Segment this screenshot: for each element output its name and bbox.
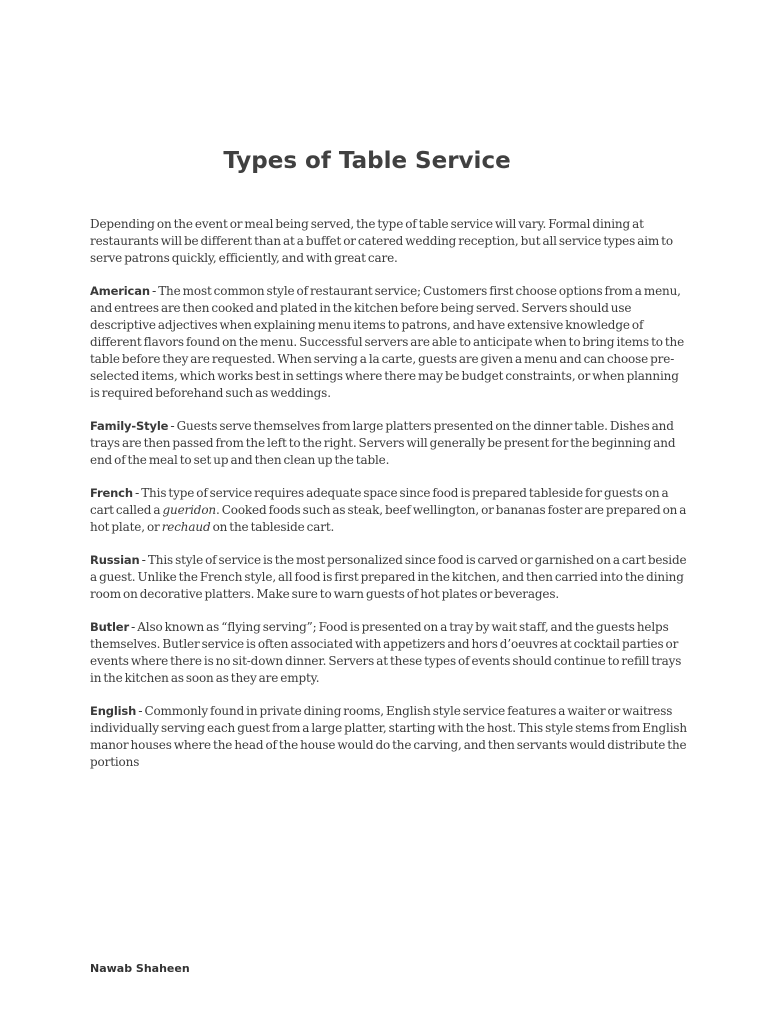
section-text-french-part-3: on the tableside cart. <box>210 520 335 534</box>
section-term-english: English <box>90 704 137 718</box>
section-term-butler: Butler <box>90 620 129 634</box>
document-body <box>90 216 690 787</box>
section-french <box>90 485 690 536</box>
separator: - <box>128 620 138 634</box>
section-text-french-part-2: . Cooked foods such as steak, beef wellington, or bananas foster are prepared on a hot plate, or <box>90 503 687 534</box>
section-term-russian: Russian <box>90 553 140 567</box>
section-text-french-part-1: This type of service requires adequate space since food is prepared tableside for guests on a cart called a <box>90 486 669 517</box>
section-text-english: Commonly found in private dining rooms, English style service features a waiter or waitress individually serving each guest from a large platter, starting with the host. This style stems from English manor houses where the head of the house would do the carving, and then servants would distribute the portions <box>90 704 687 769</box>
author-name: Nawab Shaheen <box>90 962 190 975</box>
section-term-family-style: Family-Style <box>90 419 169 433</box>
separator: - <box>132 486 142 500</box>
separator: - <box>149 284 159 298</box>
section-butler <box>90 619 690 687</box>
document-title: Types of Table Service <box>223 148 511 174</box>
italic-term-gueridon: gueridon <box>162 503 216 517</box>
section-english <box>90 703 690 771</box>
separator: - <box>139 553 148 567</box>
section-text-butler: Also known as “flying serving”; Food is presented on a tray by wait staff, and the guests helps themselves. Butler service is often associated with appetizers and hors d’oeuvres at cocktail parties or events where there is no sit-down dinner. Servers at these types of events should continue to refill trays in the kitchen as soon as they are empty. <box>90 620 682 685</box>
section-text-family-style: Guests serve themselves from large platters presented on the dinner table. Dishes and trays are then passed from the left to the right. Servers will generally be present for the beginning and end of the meal to set up and then clean up the table. <box>90 419 676 467</box>
section-text-american: The most common style of restaurant service; Customers first choose options from a menu, and entrees are then cooked and plated in the kitchen before being served. Servers should use descriptive adjectives when explaining menu items to patrons, and have extensive knowledge of different flavors found on the menu. Successful servers are able to anticipate when to bring items to the table before they are requested. When serving a la carte, guests are given a menu and can choose pre-selected items, which works best in settings where there may be budget constraints, or when planning is required beforehand such as weddings. <box>90 284 685 400</box>
intro-paragraph: Depending on the event or meal being served, the type of table service will vary. Formal dining at restaurants will be different than at a buffet or catered wedding reception, but all service types aim to serve patrons quickly, efficiently, and with great care. <box>90 217 673 265</box>
section-family-style <box>90 418 690 469</box>
section-term-french: French <box>90 486 133 500</box>
italic-term-rechaud: rechaud <box>161 520 211 534</box>
separator: - <box>136 704 145 718</box>
section-text-russian: This style of service is the most personalized since food is carved or garnished on a cart beside a guest. Unlike the French style, all food is first prepared in the kitchen, and then carried into the dining room on decorative platters. Make sure to warn guests of hot plates or beverages. <box>90 553 687 601</box>
separator: - <box>168 419 177 433</box>
section-term-american: American <box>90 284 150 298</box>
section-american <box>90 283 690 402</box>
section-russian <box>90 552 690 603</box>
